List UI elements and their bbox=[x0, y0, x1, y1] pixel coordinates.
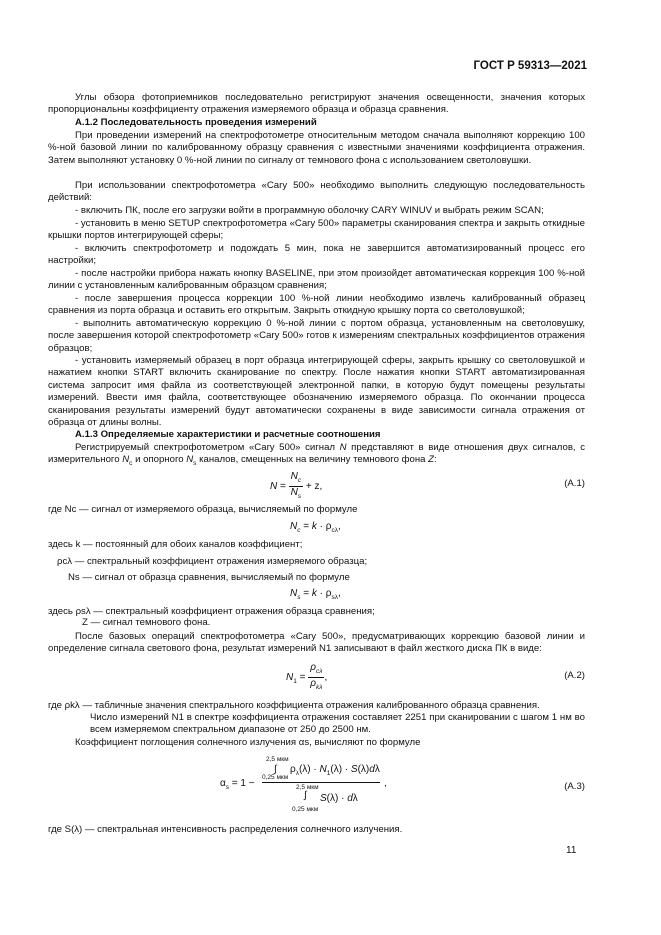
page-number: 11 bbox=[566, 845, 577, 856]
where-rho-s: здесь ρsλ — спектральный коэффициент отражения образца сравнения; bbox=[48, 606, 375, 617]
paragraph-a12-1: При проведении измерений на спектрофотометре относительным методом сначала выполняют коррекцию 100 %-ной базовой линии по калиброванному образцу сравнения с известными значениями коэффициента отражения. Затем выполняют установку 0 %-ной линии по сигналу от темнового фона с использованием светоловушки. bbox=[48, 130, 585, 166]
standard-number: ГОСТ Р 59313—2021 bbox=[473, 60, 587, 72]
paragraph-after: После базовых операций спектрофотометра «Cary 500», предусматривающих коррекцию базовой линии и определение сигнала светового фона, результат измерений N1 записывают в файл жесткого диска ПК в виде: bbox=[48, 631, 585, 655]
list-item: - установить в меню SETUP спектрофотометра «Cary 500» параметры сканирования спектра и закрыть откидные крышки портов интегрирующей сферы; bbox=[48, 218, 585, 242]
equation-a1: N = $\frac{N_c}{N_s}$ + z, bbox=[270, 471, 323, 500]
paragraph-a13-1: Регистрируемый спектрофотометром «Cary 500» сигнал N представляют в виде отношения двух сигналов, с измерительного $N_c$ и опорного $N_s$ каналов, смещенных на величину темнового фона Z: bbox=[48, 442, 585, 468]
list-item: - выполнить автоматическую коррекцию 0 %-ной линии с портом образца, установленным на светоловушку, после завершения которой спектрофотометр «Cary 500» готов к измерениям спектральных коэффициентов отражения образцов; bbox=[48, 318, 585, 354]
section-heading-a12: А.1.2 Последовательность проведения измерений bbox=[75, 117, 317, 128]
list-item: - включить спектрофотометр и подождать 5 мин, пока не завершится автоматизированный процесс его настройки; bbox=[48, 243, 585, 267]
equation-number: (А.3) bbox=[564, 781, 585, 792]
list-item: - после настройки прибора нажать кнопку BASELINE, при этом произойдет автоматическая коррекция 100 %-ной линии с установленным калиброванным образцом сравнения; bbox=[48, 268, 585, 292]
formula-nc: $N_c = k \cdot \rho_{c\lambda}$, bbox=[290, 521, 341, 534]
where-s: где S(λ) — спектральная интенсивность распределения солнечного излучения. bbox=[48, 824, 403, 835]
where-rho-k: где ρkλ — табличные значения спектрального коэффициента отражения калиброванного образца сравнения. bbox=[48, 700, 540, 711]
equation-number: (А.2) bbox=[564, 670, 585, 681]
section-heading-a13: А.1.3 Определяемые характеристики и расчетные соотношения bbox=[75, 429, 381, 440]
where-z: Z — сигнал темнового фона. bbox=[82, 617, 211, 628]
equation-number: (А.1) bbox=[564, 478, 585, 489]
intro-paragraph: Углы обзора фотоприемников последовательно регистрируют значения освещенности, значения которых пропорциональны коэффициенту отражения измеряемого образца и образца сравнения. bbox=[48, 92, 585, 116]
where-nc: где Nc — сигнал от измеряемого образца, вычисляемый по формуле bbox=[48, 504, 358, 515]
count-note: Число измерений N1 в спектре коэффициента отражения составляет 2251 при сканировании с шагом 1 нм во всем измеряемом спектральном диапазоне от 250 до 2500 нм. bbox=[90, 712, 585, 736]
where-ns: Ns — сигнал от образца сравнения, вычисляемый по формуле bbox=[68, 572, 350, 583]
where-k: здесь k — постоянный для обоих каналов коэффициент; bbox=[48, 539, 303, 550]
list-item: - включить ПК, после его загрузки войти в программную оболочку CARY WINUV и выбрать режим SCAN; bbox=[75, 205, 544, 216]
formula-ns: $N_s = k \cdot \rho_{s\lambda}$, bbox=[290, 588, 341, 601]
list-item: - после завершения процесса коррекции 100 %-ной линии необходимо извлечь калиброванный образец сравнения из порта образца и оставить его открытым. Закрыть откидную крышку порта со светоловушкой; bbox=[48, 293, 585, 317]
list-item: - установить измеряемый образец в порт образца интегрирующей сферы, закрыть крышку со светоловушкой и нажатием кнопки START включить сканирование по спектру. После нажатия кнопки START автоматизированная система запросит имя файла из соответствующей электронной папки, в которую будут помещены результаты измерений. Ввести имя файла, соответствующее обозначению измеряемого образца. По окончании процесса сканирования результаты измерений будут автоматически сохранены в виде зависимости сигнала отражения от образца от длины волны. bbox=[48, 355, 585, 429]
paragraph-absorption: Коэффициент поглощения солнечного излучения αs, вычисляют по формуле bbox=[75, 737, 421, 748]
where-rho-c: ρcλ — спектральный коэффициент отражения измеряемого образца; bbox=[57, 556, 368, 567]
equation-a2: $N_1$ = $\frac{\rho_{c\lambda}}{\rho_{k\lambda}}$ , bbox=[286, 662, 328, 691]
paragraph-a12-2: При использовании спектрофотометра «Cary 500» необходимо выполнить следующую последовательность действий: bbox=[48, 180, 585, 204]
equation-a3: $\alpha_s = 1$ − 2,5 мкм ∫ 0,25 мкм $\rho_\lambda(\lambda) \cdot N_1(\lambda) \cdot S(\lambda)d\lambda$ 2,5 мкм ∫ 0,25 мкм S(λ) · dλ , bbox=[220, 756, 387, 813]
